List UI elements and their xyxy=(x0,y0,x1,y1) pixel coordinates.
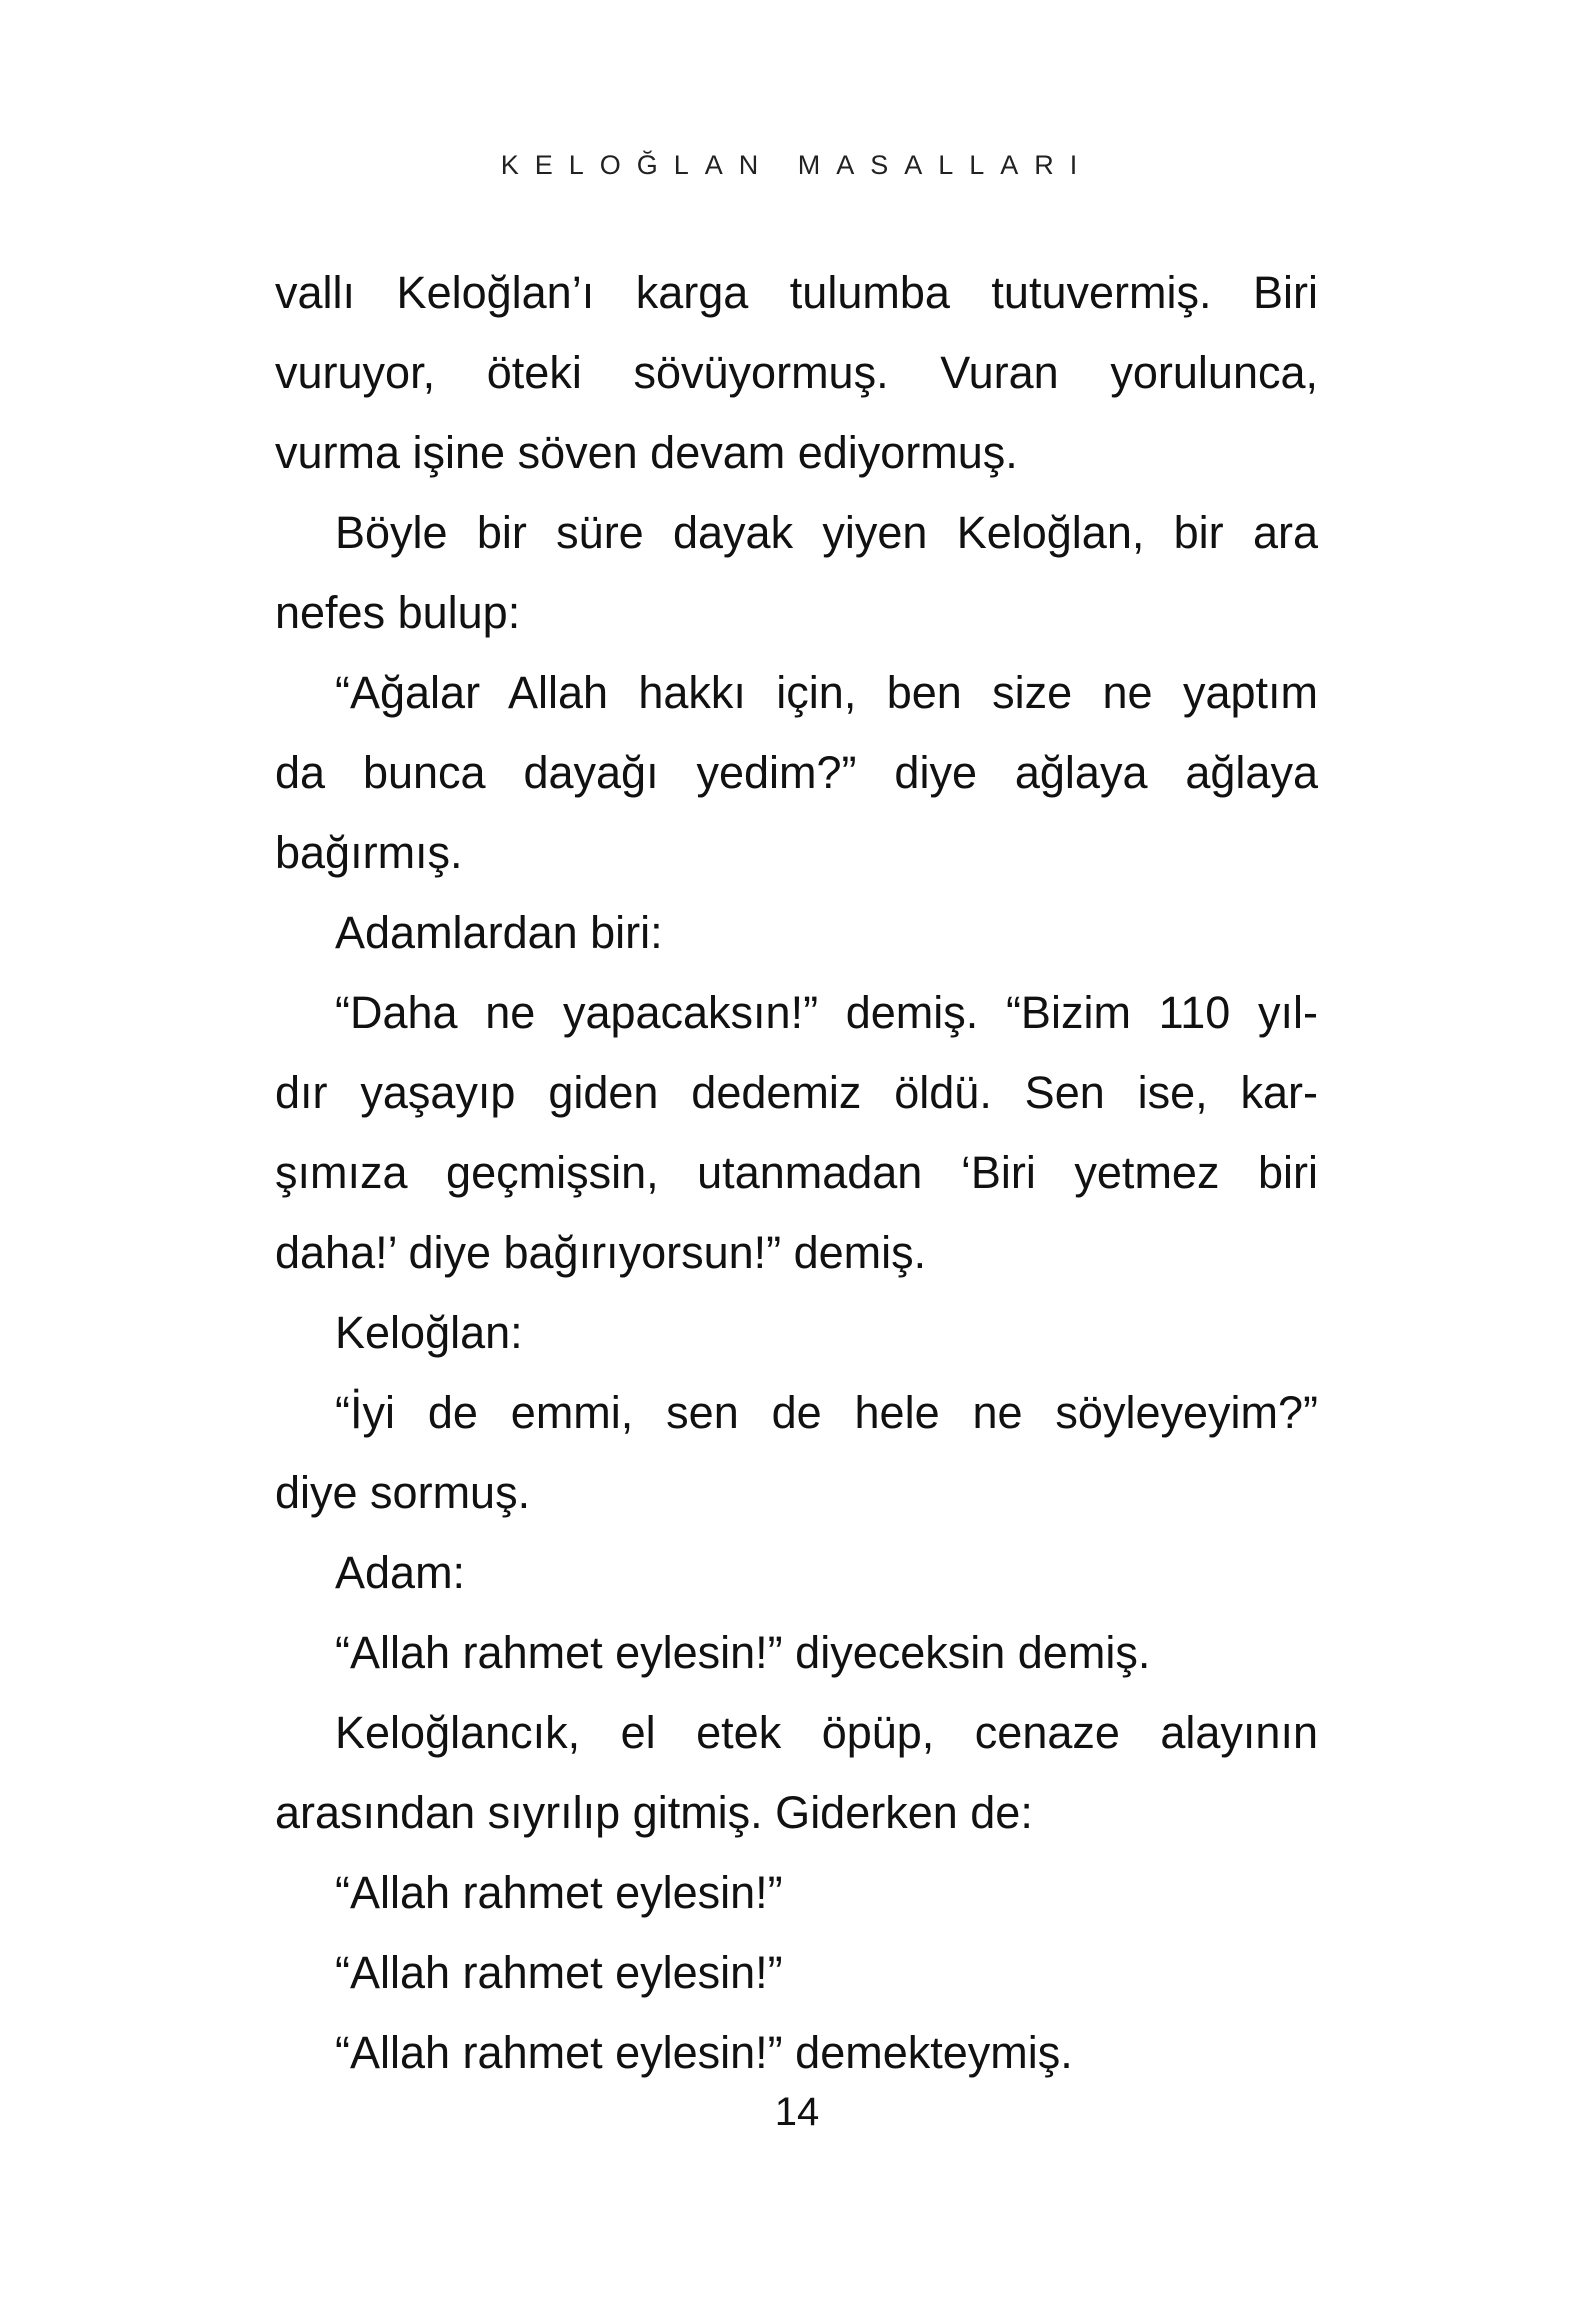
text-line: vallı Keloğlan’ı karga tulumba tutuvermiş. Biri xyxy=(275,267,1318,318)
text-line: arasından sıyrılıp gitmiş. Giderken de: xyxy=(275,1787,1033,1838)
text-line: “Daha ne yapacaksın!” demiş. “Bizim 110 yıl- xyxy=(335,987,1318,1038)
body-text xyxy=(275,253,1318,2093)
text-line: vuruyor, öteki sövüyormuş. Vuran yorulunca, xyxy=(275,347,1318,398)
text-line: vurma işine söven devam ediyormuş. xyxy=(275,427,1018,478)
text-line: “İyi de emmi, sen de hele ne söyleyeyim?” xyxy=(335,1387,1318,1438)
page-number: 14 xyxy=(774,2090,820,2134)
text-line: “Allah rahmet eylesin!” xyxy=(335,1867,783,1918)
text-line: daha!’ diye bağırıyorsun!” demiş. xyxy=(275,1227,927,1278)
text-line: nefes bulup: xyxy=(275,587,521,638)
text-line: “Allah rahmet eylesin!” xyxy=(335,1947,783,1998)
text-line: şımıza geçmişsin, utanmadan ‘Biri yetmez biri xyxy=(275,1147,1318,1198)
text-line: dır yaşayıp giden dedemiz öldü. Sen ise, kar- xyxy=(275,1067,1318,1118)
text-line: Adamlardan biri: xyxy=(335,907,663,958)
text-line: diye sormuş. xyxy=(275,1467,531,1518)
text-line: bağırmış. xyxy=(275,827,463,878)
text-line: “Ağalar Allah hakkı için, ben size ne yaptım xyxy=(335,667,1318,718)
text-line: “Allah rahmet eylesin!” demekteymiş. xyxy=(335,2027,1073,2078)
text-line: Adam: xyxy=(335,1547,466,1598)
running-head-title: KELOĞLAN MASALLARI xyxy=(500,150,1094,180)
text-line: “Allah rahmet eylesin!” diyeceksin demiş. xyxy=(335,1627,1151,1678)
text-line: Keloğlancık, el etek öpüp, cenaze alayının xyxy=(335,1707,1318,1758)
text-line: da bunca dayağı yedim?” diye ağlaya ağlaya xyxy=(275,747,1318,798)
text-line: Keloğlan: xyxy=(335,1307,523,1358)
text-line: Böyle bir süre dayak yiyen Keloğlan, bir ara xyxy=(335,507,1318,558)
